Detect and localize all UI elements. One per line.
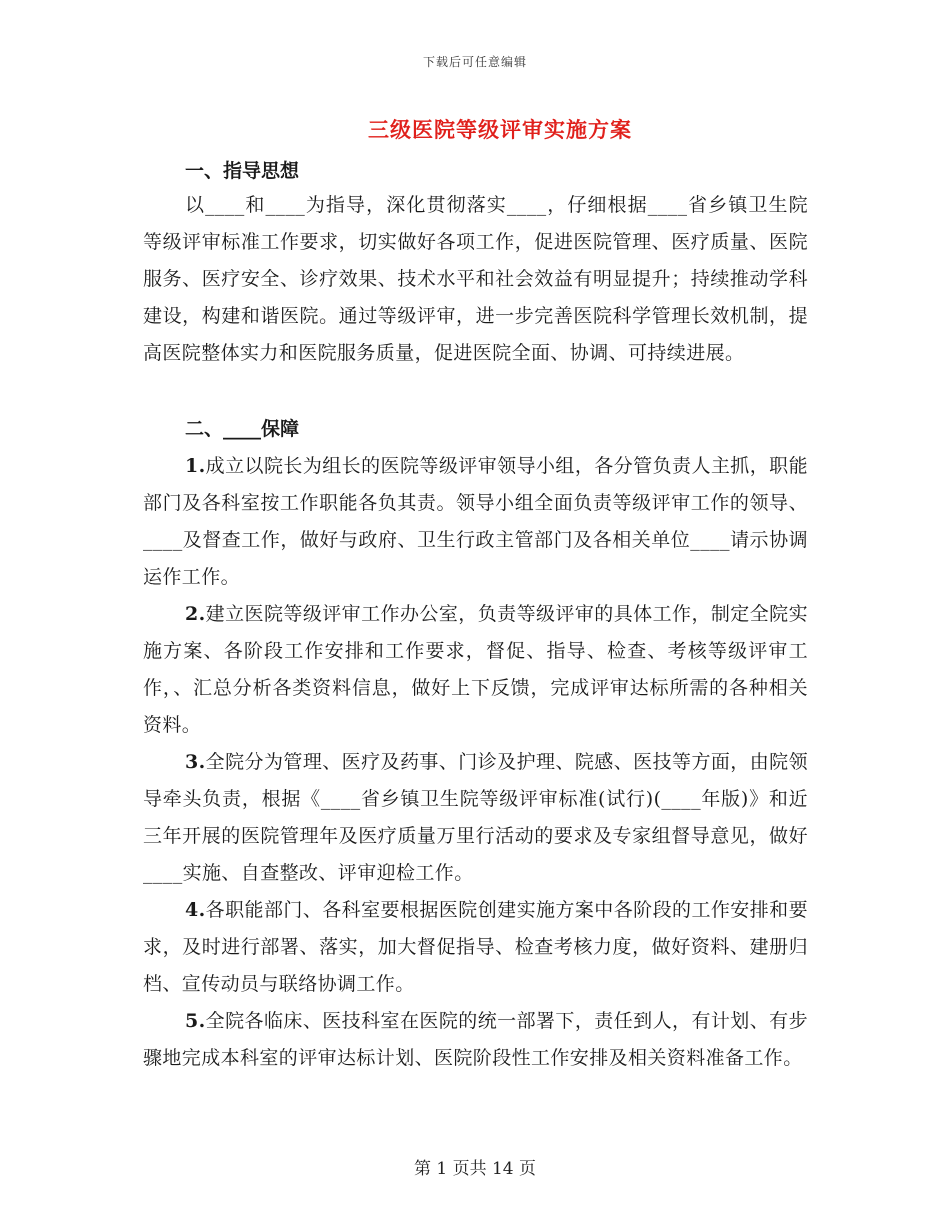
list-item-number: 1. [185,455,206,477]
list-item-number: 5. [185,1010,206,1032]
section-heading-guarantee: 二、____保障 [185,418,300,440]
list-item-2 [143,596,808,744]
section-body-guarantee [143,448,808,1077]
list-item-number: 4. [185,899,206,921]
page-header-note: 下载后可任意编辑 [422,55,527,69]
page-number-footer: 第 1 页共 14 页 [413,1159,537,1179]
list-item-text: 成立以院长为组长的医院等级评审领导小组，各分管负责人主抓，职能部门及各科室按工作职能各负其责。领导小组全面负责等级评审工作的领导、____及督查工作，做好与政府、卫生行政主管部门及各相关单位____请示协调运作工作。 [143,455,808,588]
list-item-3 [143,744,808,892]
list-item-text: 建立医院等级评审工作办公室，负责等级评审的具体工作，制定全院实施方案、各阶段工作安排和工作要求，督促、指导、检查、考核等级评审工作，、汇总分析各类资料信息，做好上下反馈，完成评审达标所需的各种相关资料。 [143,603,808,736]
list-item-5 [143,1003,808,1077]
list-item-text: 全院分为管理、医疗及药事、门诊及护理、院感、医技等方面，由院领导牵头负责，根据《____省乡镇卫生院等级评审标准(试行)(____年版)》和近三年开展的医院管理年及医疗质量万里行活动的要求及专家组督导意见，做好____实施、自查整改、评审迎检工作。 [143,751,808,884]
list-item-number: 2. [185,603,206,625]
list-item-1 [143,448,808,596]
paragraph-guiding-ideology [143,187,808,372]
paragraph-text: 以____和____为指导，深化贯彻落实____，仔细根据____省乡镇卫生院等级评审标准工作要求，切实做好各项工作，促进医院管理、医疗质量、医院服务、医疗安全、诊疗效果、技术水平和社会效益有明显提升；持续推动学科建设，构建和谐医院。通过等级评审，进一步完善医院科学管理长效机制，提高医院整体实力和医院服务质量，促进医院全面、协调、可持续进展。 [143,194,808,364]
list-item-number: 3. [185,751,206,773]
list-item-4 [143,892,808,1003]
document-title: 三级医院等级评审实施方案 [368,117,632,142]
list-item-text: 各职能部门、各科室要根据医院创建实施方案中各阶段的工作安排和要求，及时进行部署、落实，加大督促指导、检查考核力度，做好资料、建册归档、宣传动员与联络协调工作。 [143,899,808,995]
list-item-text: 全院各临床、医技科室在医院的统一部署下，责任到人，有计划、有步骤地完成本科室的评审达标计划、医院阶段性工作安排及相关资料准备工作。 [143,1010,808,1069]
section-heading-guiding-ideology: 一、指导思想 [185,160,300,182]
section-body-guiding-ideology [143,187,808,372]
